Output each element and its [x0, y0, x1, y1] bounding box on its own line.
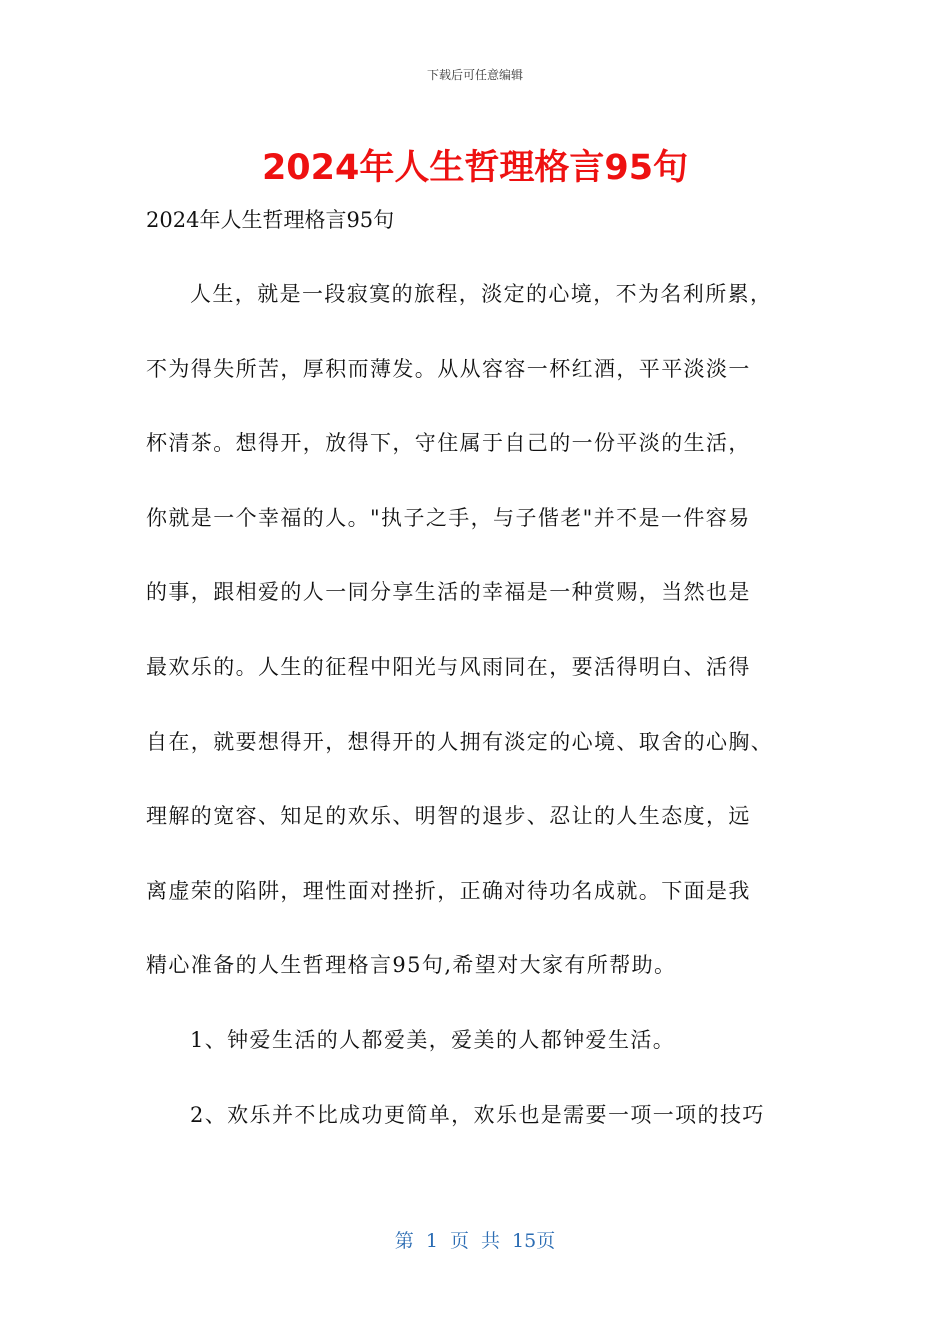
- document-title: 2024年人生哲理格言95句: [261, 148, 689, 188]
- paragraph-line: 最欢乐的。人生的征程中阳光与风雨同在，要活得明白、活得: [146, 654, 751, 679]
- paragraph-line: 精心准备的人生哲理格言95句,希望对大家有所帮助。: [146, 953, 677, 978]
- paragraph-line: 不为得失所苦，厚积而薄发。从从容容一杯红酒，平平淡淡一: [146, 356, 751, 381]
- paragraph-line: 自在，就要想得开，想得开的人拥有淡定的心境、取舍的心胸、: [146, 729, 774, 754]
- list-item: 1、钟爱生活的人都爱美，爱美的人都钟爱生活。: [190, 1027, 676, 1052]
- document-subtitle: 2024年人生哲理格言95句: [146, 208, 395, 232]
- paragraph-line: 你就是一个幸福的人。"执子之手，与子偕老"并不是一件容易: [146, 505, 751, 530]
- paragraph-line: 人生，就是一段寂寞的旅程，淡定的心境，不为名利所累，: [190, 282, 773, 306]
- page-number-footer: 第 1 页 共 15页: [394, 1230, 556, 1252]
- paragraph-line: 的事，跟相爱的人一同分享生活的幸福是一种赏赐，当然也是: [146, 580, 751, 605]
- list-item: 2、欢乐并不比成功更简单，欢乐也是需要一项一项的技巧: [190, 1102, 765, 1127]
- header-note: 下载后可任意编辑: [426, 68, 523, 82]
- paragraph-line: 杯清茶。想得开，放得下，守住属于自己的一份平淡的生活，: [146, 431, 751, 456]
- paragraph-line: 离虚荣的陷阱，理性面对挫折，正确对待功名成就。下面是我: [146, 878, 751, 903]
- body-text: [146, 278, 806, 1173]
- paragraph-line: 理解的宽容、知足的欢乐、明智的退步、忍让的人生态度，远: [146, 804, 751, 829]
